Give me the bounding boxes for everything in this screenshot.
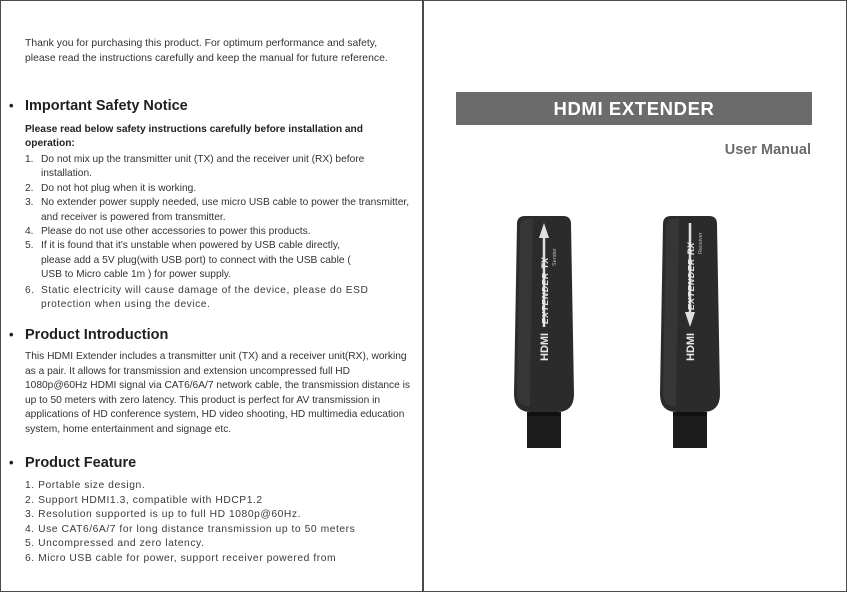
device-brand: HDMI	[539, 332, 551, 361]
right-page	[423, 0, 847, 592]
list-item: 6. Static electricity will cause damage of the device, please do ESD protection when using the device.	[25, 284, 369, 311]
transmitter-device-illustration	[511, 216, 577, 448]
safety-heading: • Important Safety Notice	[9, 98, 188, 114]
subtitle: User Manual	[724, 142, 811, 158]
intro-body: This HDMI Extender includes a transmitter unit (TX) and a receiver unit(RX), working as a pair. It allows for transmission and extension uncompressed full HD 1080p@60Hz HDMI signal via CAT6/6A/7 network cable, the transmission distance is up to 50 meters with zero latency. This product is perfect for AV transmission in applications of HD conference system, HD video shooting, HD multimedia education system, home entertainment and signage etc.	[25, 351, 410, 435]
list-item: 6. Micro USB cable for power, support receiver powered from	[25, 552, 337, 564]
list-item: 1. Portable size design.	[25, 480, 146, 491]
device-role: Receiver	[698, 232, 704, 254]
list-item: 5. If it is found that it's unstable when powered by USB cable directly, please add a 5V plug(with USB port) to connect with the USB cable ( USB to Micro cable 1m ) for power supply.	[25, 240, 351, 281]
list-item: 4. Please do not use other accessories to power this products.	[25, 226, 311, 238]
list-item: 3. No extender power supply needed, use micro USB cable to power the transmitter, and receiver is powered from transmitter.	[25, 197, 410, 223]
device-code: TX	[540, 257, 550, 269]
safety-list	[25, 153, 410, 312]
device-role: Sender	[552, 248, 558, 266]
device-label: EXTENDER	[540, 272, 550, 324]
list-item: 4. Use CAT6/6A/7 for long distance transmission up to 50 meters	[25, 523, 356, 535]
receiver-device-illustration	[657, 216, 723, 448]
device-brand: HDMI	[685, 332, 697, 361]
list-item: 5. Uncompressed and zero latency.	[25, 538, 205, 550]
bullet-icon: •	[9, 98, 14, 113]
intro-text: Thank you for purchasing this product. For optimum performance and safety, please read the instructions carefully and keep the manual for future reference.	[25, 38, 388, 64]
feature-list	[25, 479, 410, 567]
title-banner: HDMI EXTENDER	[456, 92, 812, 125]
bullet-icon: •	[9, 455, 14, 470]
feature-heading: • Product Feature	[9, 455, 137, 471]
list-item: 1. Do not mix up the transmitter unit (TX) and the receiver unit (RX) before installation.	[25, 154, 365, 180]
intro-heading: • Product Introduction	[9, 327, 169, 343]
list-item: 2. Do not hot plug when it is working.	[25, 182, 197, 194]
safety-subheading: Please read below safety instructions carefully before installation and operation:	[25, 124, 363, 149]
device-code: RX	[686, 242, 696, 255]
list-item: 3. Resolution supported is up to full HD 1080p@60Hz.	[25, 509, 302, 521]
bullet-icon: •	[9, 327, 14, 342]
device-label: EXTENDER	[686, 258, 696, 310]
list-item: 2. Support HDMI1.3, compatible with HDCP1.2	[25, 494, 263, 506]
left-page	[0, 0, 423, 592]
